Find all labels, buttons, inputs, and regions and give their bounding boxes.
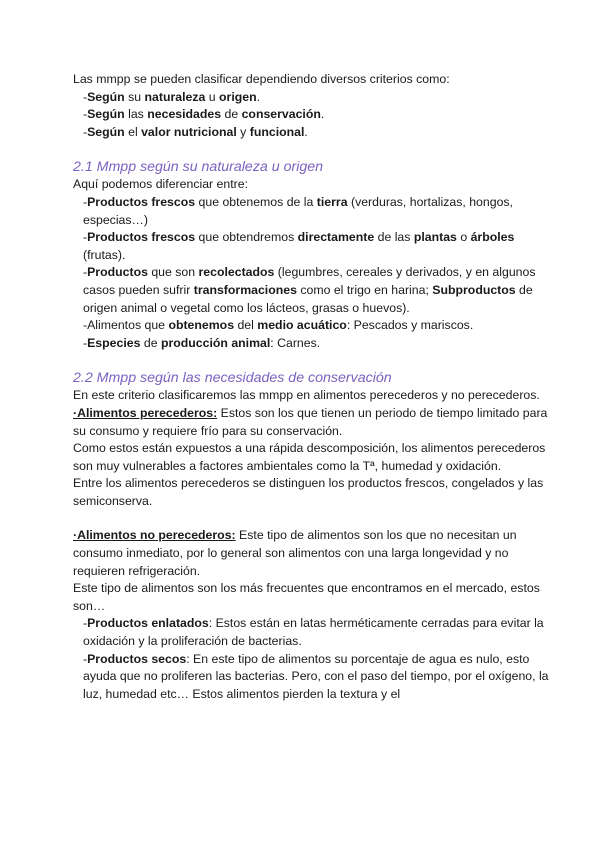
no-perecederos-label: ·Alimentos no perecederos: [73,528,236,543]
perecederos-label: ·Alimentos perecederos: [73,405,218,420]
section-1-heading: 2.1 Mmpp según su naturaleza u origen [73,159,324,176]
secos-item: -Productos secos: En este tipo de alimentos su porcentaje de agua es nulo, esto ayuda que no proliferen las bacterias. Pero, con el paso del tiempo, por el oxígeno, la luz, humedad etc… Estos alimentos pierden la textura y el [83,651,549,701]
enlatados-item: -Productos enlatados: Estos están en latas herméticamente cerradas para evitar la oxidación y la proliferación de bacterias. [83,616,544,649]
section-1-intro: Aquí podemos diferenciar entre: [73,177,248,192]
criterion-1: -Según su naturaleza u origen. [83,89,261,104]
section-1-item-5: -Especies de producción animal: Carnes. [83,335,321,350]
section-1-item-1: -Productos frescos que obtenemos de la tierra (verduras, hortalizas, hongos, especias…) [83,194,513,227]
perecederos-paragraph-3: Entre los alimentos perecederos se distinguen los productos frescos, congelados y las semiconserva. [73,476,544,508]
perecederos-paragraph-2: Como estos están expuestos a una rápida descomposición, los alimentos perecederos son muy vulnerables a factores ambientales como la Tª, humedad y oxidación. [73,441,546,473]
intro-line: Las mmpp se pueden clasificar dependiendo diversos criterios como: [73,72,450,86]
section-2-heading: 2.2 Mmpp según las necesidades de conservación [73,370,392,387]
no-perecederos-paragraph-2: Este tipo de alimentos son los más frecuentes que encontramos en el mercado, estos son… [73,581,540,613]
criterion-2: -Según las necesidades de conservación. [83,107,325,122]
spacer [73,510,560,527]
perecederos-paragraph: ·Alimentos perecederos: Estos son los que tienen un periodo de tiempo limitado para su consumo y requiere frío para su conservación. [73,405,548,438]
section-1-item-3: -Productos que son recolectados (legumbres, cereales y derivados, y en algunos casos pueden sufrir transformaciones como el trigo en harina; Subproductos de origen animal o vegetal como los lácteos, grasas o huevos). [83,265,536,315]
section-1-item-4: -Alimentos que obtenemos del medio acuático: Pescados y mariscos. [83,318,474,333]
no-perecederos-paragraph: ·Alimentos no perecederos: Este tipo de alimentos son los que no necesitan un consumo inmediato, por lo general son alimentos con una larga longevidad y no requieren refrigeración. [73,528,517,578]
criterion-3: -Según el valor nutricional y funcional. [83,124,308,139]
section-2-intro: En este criterio clasificaremos las mmpp en alimentos perecederos y no perecederos. [73,388,540,403]
section-1-item-2: -Productos frescos que obtendremos directamente de las plantas o árboles (frutas). [83,230,515,262]
